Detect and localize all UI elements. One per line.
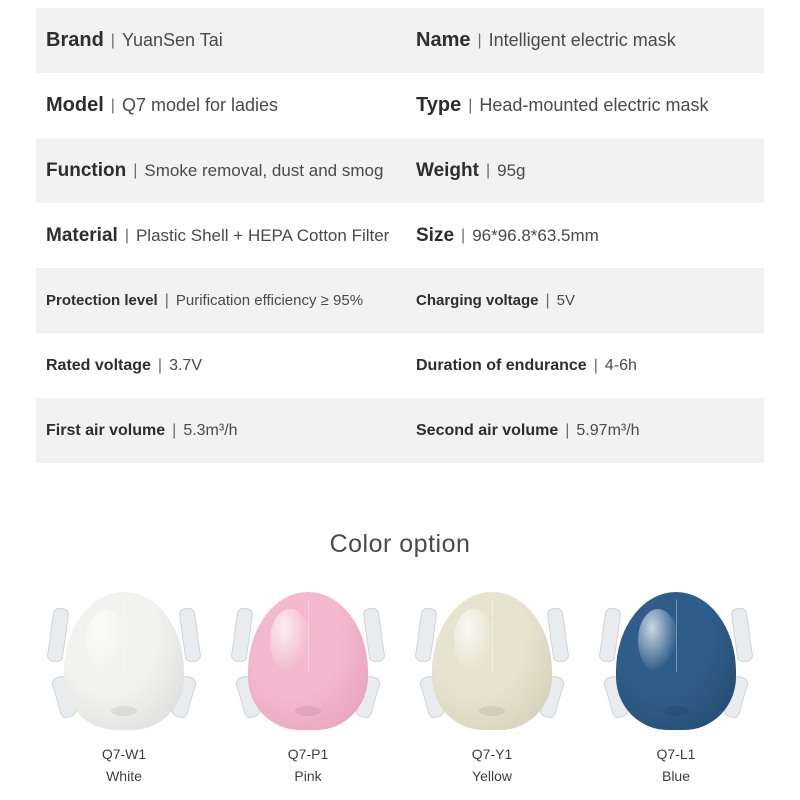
spec-separator: |	[477, 31, 482, 49]
spec-row	[36, 138, 764, 203]
spec-separator: |	[172, 421, 177, 439]
spec-key: Function	[46, 159, 127, 181]
color-swatch[interactable]	[36, 580, 212, 784]
spec-separator: |	[110, 31, 115, 49]
color-swatch[interactable]	[220, 580, 396, 784]
spec-value: Intelligent electric mask	[488, 30, 676, 50]
swatch-code: Q7-W1	[101, 746, 147, 762]
spec-key: Size	[416, 224, 455, 246]
spec-separator: |	[461, 226, 466, 244]
spec-value: 5.97m³/h	[576, 421, 640, 439]
mask-valve	[111, 706, 137, 716]
spec-value: 4-6h	[604, 356, 637, 374]
spec-value: YuanSen Tai	[121, 30, 223, 50]
spec-cell-right	[414, 398, 764, 463]
spec-key: First air volume	[46, 421, 166, 439]
spec-key: Type	[416, 94, 462, 116]
spec-value: Head-mounted electric mask	[479, 95, 709, 115]
spec-value: 3.7V	[169, 356, 202, 374]
spec-separator: |	[468, 96, 473, 114]
mask-valve	[479, 706, 505, 716]
spec-key: Second air volume	[416, 421, 559, 439]
swatch-color-name: Yellow	[472, 768, 512, 784]
spec-value: 5.3m³/h	[183, 421, 238, 439]
mask-image	[36, 580, 212, 735]
color-swatch-list	[36, 580, 764, 784]
spec-cell-left	[36, 398, 414, 463]
spec-cell-left	[36, 333, 414, 398]
spec-row	[36, 333, 764, 398]
mask-shell	[616, 592, 736, 730]
spec-separator: |	[124, 226, 129, 244]
spec-key: Protection level	[46, 292, 158, 309]
spec-row	[36, 203, 764, 268]
color-swatch[interactable]	[588, 580, 764, 784]
spec-cell-left	[36, 8, 414, 73]
spec-value: Plastic Shell + HEPA Cotton Filter	[135, 225, 390, 245]
spec-row	[36, 73, 764, 138]
mask-image	[404, 580, 580, 735]
spec-key: Rated voltage	[46, 356, 151, 374]
spec-value: Purification efficiency ≥ 95%	[175, 292, 364, 309]
swatch-code: Q7-P1	[287, 746, 329, 762]
swatch-color-name: Pink	[294, 768, 322, 784]
swatch-color-name: Blue	[661, 768, 691, 784]
spec-row	[36, 398, 764, 463]
spec-cell-right	[414, 138, 764, 203]
spec-key: Model	[46, 94, 104, 116]
mask-shell	[64, 592, 184, 730]
color-swatch[interactable]	[404, 580, 580, 784]
spec-key: Material	[46, 224, 118, 246]
spec-separator: |	[565, 421, 570, 439]
swatch-code: Q7-Y1	[471, 746, 513, 762]
mask-shell	[248, 592, 368, 730]
spec-separator: |	[164, 291, 169, 309]
swatch-color-name: White	[106, 768, 142, 784]
spec-key: Charging voltage	[416, 292, 539, 309]
mask-valve	[295, 706, 321, 716]
spec-value: 96*96.8*63.5mm	[472, 225, 599, 245]
mask-valve	[663, 706, 689, 716]
spec-value: Q7 model for ladies	[121, 95, 279, 115]
spec-cell-left	[36, 268, 414, 333]
spec-value: 5V	[556, 292, 576, 309]
spec-row	[36, 268, 764, 333]
spec-cell-left	[36, 73, 414, 138]
mask-image	[220, 580, 396, 735]
spec-cell-right	[414, 203, 764, 268]
spec-cell-right	[414, 333, 764, 398]
spec-cell-right	[414, 268, 764, 333]
spec-separator: |	[110, 96, 115, 114]
spec-separator: |	[485, 161, 491, 179]
spec-cell-left	[36, 203, 414, 268]
spec-key: Duration of endurance	[416, 356, 587, 374]
spec-key: Weight	[416, 159, 479, 181]
mask-shell	[432, 592, 552, 730]
mask-image	[588, 580, 764, 735]
spec-value: 95g	[497, 160, 526, 180]
spec-separator: |	[133, 161, 138, 179]
spec-value: Smoke removal, dust and smog	[144, 160, 384, 180]
spec-separator: |	[593, 356, 598, 374]
spec-cell-left	[36, 138, 414, 203]
spec-key: Name	[416, 29, 471, 51]
spec-separator: |	[157, 356, 163, 374]
spec-cell-right	[414, 73, 764, 138]
swatch-code: Q7-L1	[656, 746, 696, 762]
color-option-title: Color option	[329, 530, 471, 558]
specification-table	[36, 8, 764, 463]
spec-cell-right	[414, 8, 764, 73]
spec-key: Brand	[46, 29, 104, 51]
spec-row	[36, 8, 764, 73]
spec-separator: |	[545, 291, 550, 309]
